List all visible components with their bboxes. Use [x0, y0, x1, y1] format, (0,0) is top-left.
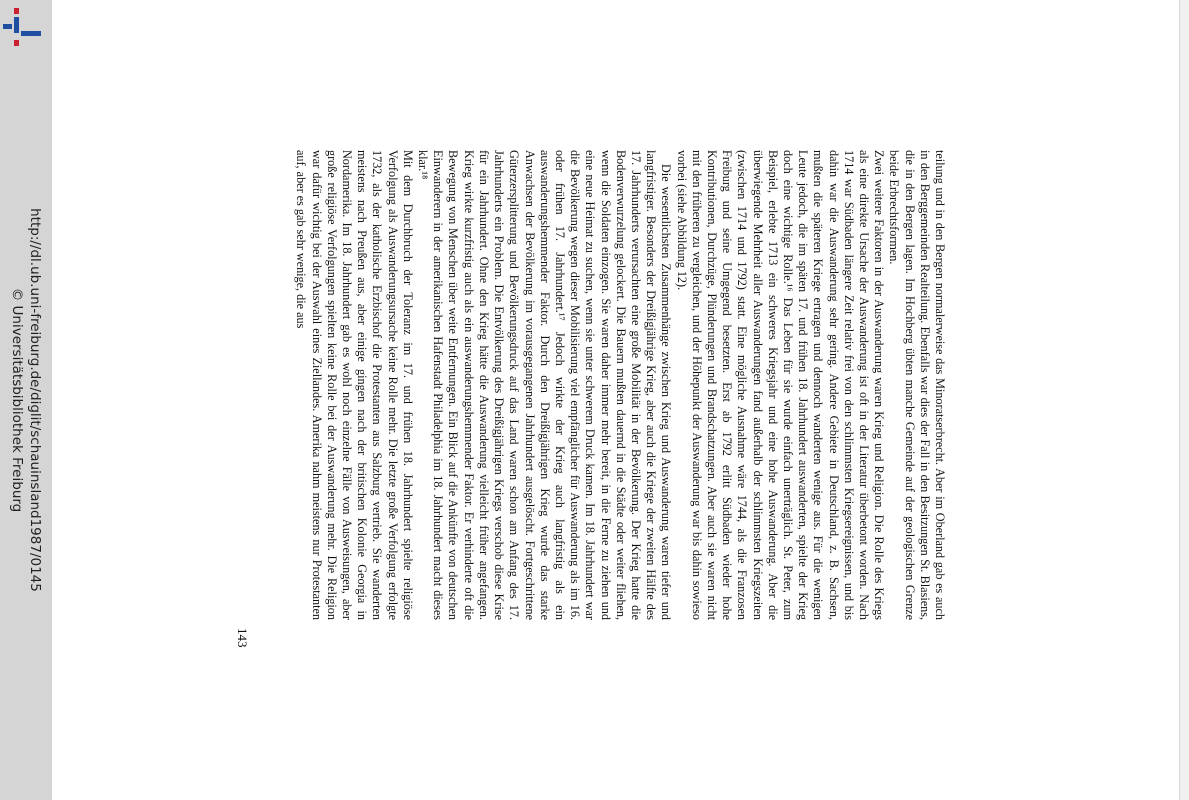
page-text: [293, 150, 947, 620]
scanned-page: [270, 140, 970, 660]
page-number: 143: [235, 628, 250, 648]
scrollbar[interactable]: [1179, 0, 1189, 800]
copyright-notice: © Universitätsbibliothek Freiburg: [9, 287, 25, 513]
paragraph: Mit dem Durchbruch der Toleranz im 17. und frühen 18. Jahrhundert spielte religiöse Verfolgung als Auswanderungsursache keine Rolle mehr. Die letzte große Verfolgung erfolgte 1732, als der katholische Erzbischof die Protestanten aus Salzburg vertrieb. Sie wanderten meistens nach Preußen aus, aber einige gingen nach der britischen Kolonie Georgia in Nordamerika. Im 18. Jahrhundert gab es wohl noch einzelne Fälle von Ausweisungen, aber große religiöse Verfolgungen spielten keine Rolle bei der Auswanderung mehr. Die Religion war dafür wichtig bei der Auswahl eines Ziellandes. Amerika nahm meistens nur Protestanten auf, aber es gab sehr wenige, die aus: [294, 150, 415, 620]
paragraph: Zwei weitere Faktoren in der Auswanderung waren Krieg und Religion. Die Rolle des Kriegs als eine direkte Ursache der Auswanderung ist oft in der Literatur überbetont worden. Nach 1714 war Südbaden längere Zeit relativ frei von den schlimmsten Kriegsereignissen, und bis dahin war die Auswanderung sehr gering. Andere Gebiete in Deutschland, z. B. Sachsen, mußten die späteren Kriege ertragen und dennoch wanderten wenige aus. Für die wenigen Leute jedoch, die im späten 17. und frühen 18. Jahrhundert auswanderten, spielte der Krieg doch eine wichtige Rolle.¹⁶ Das Leben für sie wurde einfach unerträglich. St. Peter, zum Beispiel, erlebte 1713 ein schweres Kriegsjahr und eine hohe Auswanderung. Aber die überwiegende Mehrheit aller Auswanderungen fand außerhalb der schlimmsten Kriegszeiten (zwischen 1714 und 1792) statt. Eine mögliche Ausnahme wäre 1744, als die Franzosen Freiburg und seine Umgegend besetzten. Erst ab 1792 erlitt Südbaden wieder hohe Kontributionen, Durchzüge, Plünderungen und Brandschatzungen. Aber auch sie waren nicht mit den früheren zu vergleichen, und der Höhepunkt der Auswanderung war bis dahin sowieso vorbei (siehe Abbildung 12).: [674, 150, 887, 620]
paragraph: teilung und in den Bergen normalerweise das Minoratserbrecht. Aber im Oberland gab es auch in den Berggemeinden Realteilung. Ebenfalls war dies der Fall in den Besitzungen St. Blasiens, die in den Bergen lagen. Im Hochberg übten manche Gemeinde auf der geologischen Grenze beide Erbrechtsformen.: [887, 150, 947, 620]
sidebar-source-text: [0, 0, 52, 800]
paragraph: Die wesentlichsten Zusammenhänge zwischen Krieg und Auswanderung waren tiefer und langfristiger. Besonders der Dreißigjährige Krieg, aber auch die Kriege der zweiten Hälfte des 17. Jahrhunderts verursachten eine große Mobilität in der Bevölkerung. Der Krieg hatte die Bodenverwurzelung gelockert. Die Bauern mußten dauernd in die Städte oder weiter fliehen, wenn die Soldaten einzogen. Sie waren daher immer mehr bereit, in die Ferne zu ziehen und eine neue Heimat zu suchen, wenn sie unter schwerem Druck kamen. Im 18. Jahrhundert war die Bevölkerung wegen dieser Mobilisierung viel empfänglicher für Auswanderung als im 16. oder frühen 17. Jahrhundert.¹⁷ Jedoch wirkte der Krieg auch langfristig als ein auswanderungshemmender Faktor. Durch den Dreißigjährigen Krieg wurde das starke Anwachsen der Bevölkerung im vorausgegangenen Jahrhundert ausgelöscht. Fortgeschrittene Güterzersplitterung und Bevölkerungsdruck auf das Land waren schon am Anfang des 17. Jahrhunderts ein Problem. Die Entvölkerung des Dreißigjährigen Kriegs verschob diese Krise für ein Jahrhundert. Ohne den Krieg hätte die Auswanderung vielleicht früher angefangen. Krieg wirkte kurzfristig auch als ein auswanderungshemmender Faktor. Er verhinderte oft die Bewegung von Menschen über weite Entfernungen. Ein Blick auf die Ankünfte von deutschen Einwanderern in der amerikanischen Hafenstadt Philadelphia im 18. Jahrhundert macht dieses klar.¹⁸: [415, 150, 674, 620]
source-url[interactable]: http://dl.ub.uni-freiburg.de/diglit/schauinsland1987/0145: [27, 208, 43, 592]
sidebar: [0, 0, 52, 800]
